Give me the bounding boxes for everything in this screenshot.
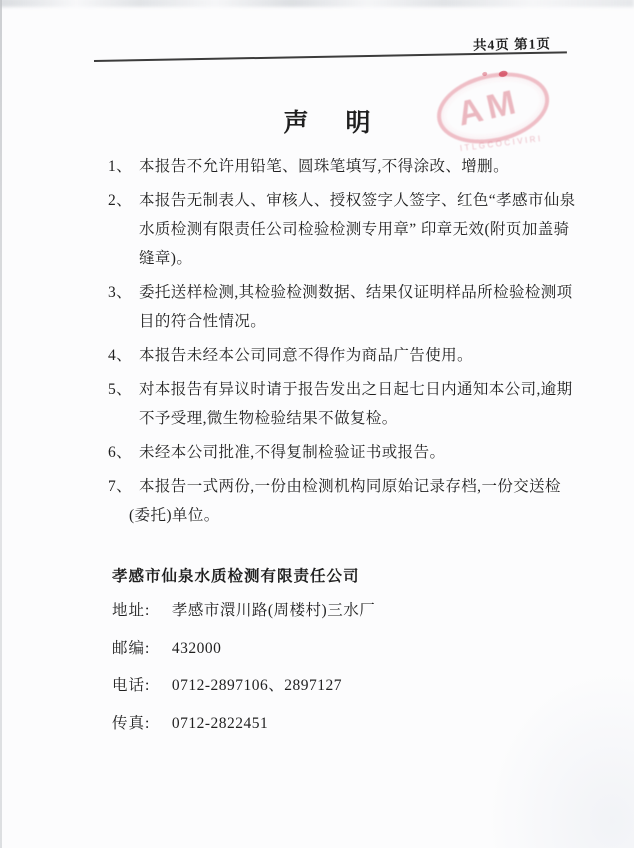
item-line: 本报告未经本公司同意不得作为商品广告使用。 [139, 347, 473, 364]
statement-item-5 [108, 375, 588, 433]
item-line: 本报告一式两份,一份由检测机构同原始记录存档,一份交送检 [139, 478, 561, 495]
item-line: 水质检测有限责任公司检验检测专用章” 印章无效(附页加盖骑 [139, 221, 570, 238]
company-info-block [112, 560, 375, 744]
statement-item-1 [108, 152, 588, 181]
statement-title: 声 明 [283, 109, 377, 137]
statement-item-2 [108, 186, 588, 273]
item-number: 3、 [108, 284, 133, 301]
item-line: 本报告不允许用铅笔、圆珠笔填写,不得涂改、增删。 [139, 158, 509, 175]
contact-label: 地址: [112, 602, 151, 619]
statement-item-3 [108, 278, 588, 336]
contact-row-phone [112, 669, 375, 702]
item-line: 未经本公司批准,不得复制检验证书或报告。 [139, 444, 446, 461]
contact-row-address [112, 594, 375, 627]
contact-value: 0712-2822451 [171, 714, 269, 732]
contact-value: 432000 [171, 639, 222, 657]
contact-value: 0712-2897106、2897127 [171, 677, 343, 694]
stamp-subtext: ITLGCOCIVIRI [459, 134, 544, 154]
contact-label: 电话: [112, 677, 151, 694]
item-line: 本报告无制表人、审核人、授权签字人签字、红色“孝感市仙泉 [139, 192, 576, 209]
statement-list [108, 152, 588, 535]
contact-row-fax [112, 707, 375, 740]
page-number: 共4页 第1页 [472, 36, 552, 53]
contact-label: 邮编: [112, 639, 151, 657]
item-line: 缝章)。 [139, 250, 193, 267]
scan-haze-bottom-right [484, 668, 634, 848]
item-line: 不予受理,微生物检验结果不做复检。 [139, 410, 398, 427]
item-number: 5、 [108, 381, 133, 398]
company-name: 孝感市仙泉水质检测有限责任公司 [112, 568, 360, 585]
contact-value: 孝感市澴川路(周楼村)三水厂 [171, 602, 376, 619]
item-line: 对本报告有异议时请于报告发出之日起七日内通知本公司,逾期 [139, 381, 573, 398]
statement-item-7 [108, 472, 588, 530]
header-rule [94, 51, 567, 62]
item-number: 1、 [108, 158, 133, 175]
statement-item-4 [108, 341, 588, 370]
item-line: 目的符合性情况。 [139, 313, 267, 330]
item-number: 7、 [108, 478, 133, 495]
stamp-letters: AM [453, 81, 524, 134]
item-line: (委托)单位。 [129, 507, 220, 524]
item-number: 4、 [108, 347, 133, 364]
item-number: 2、 [108, 192, 133, 209]
statement-item-6 [108, 438, 588, 467]
item-number: 6、 [108, 444, 133, 461]
contact-row-postcode [112, 632, 375, 665]
contact-label: 传真: [112, 714, 151, 732]
scan-artifact-top [0, 0, 634, 7]
item-line: 委托送样检测,其检验检测数据、结果仅证明样品所检验检测项 [139, 284, 573, 301]
